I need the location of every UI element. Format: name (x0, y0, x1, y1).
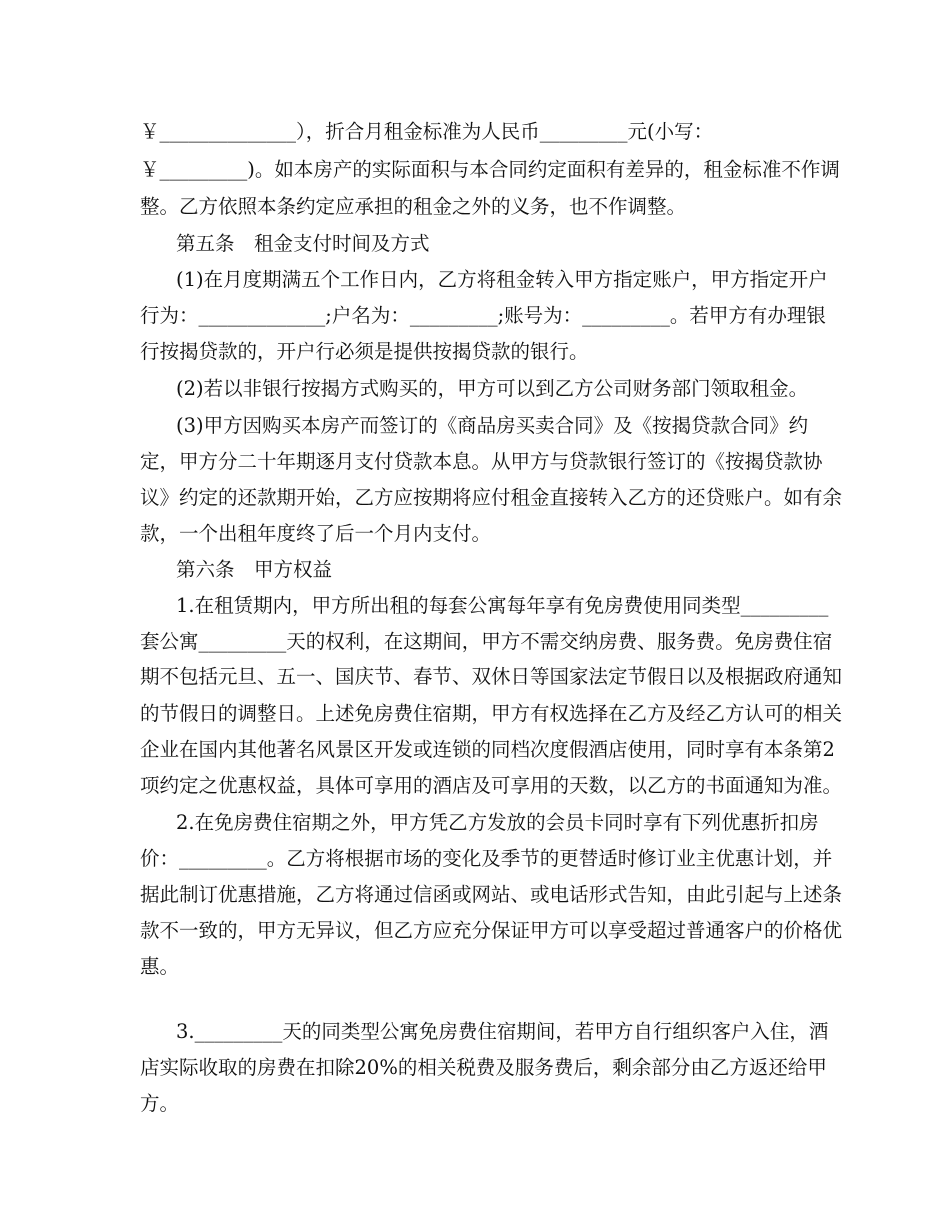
text-line: 的节假日的调整日。上述免房费住宿期，甲方有权选择在乙方及经乙方认可的相关 (140, 702, 843, 725)
text-line: 据此制订优惠措施，乙方将通过信函或网站、或电话形式告知，由此引起与上述条 (140, 883, 843, 906)
text-line: 款，一个出租年度终了后一个月内支付。 (140, 522, 492, 545)
text-line: 3._________天的同类型公寓免房费住宿期间，若甲方自行组织客户入住，酒 (176, 1020, 829, 1043)
text-line: 整。乙方依照本条约定应承担的租金之外的义务，也不作调整。 (140, 195, 687, 218)
text-line: 期不包括元旦、五一、国庆节、春节、双休日等国家法定节假日以及根据政府通知 (140, 665, 843, 688)
text-line: 企业在国内其他著名风景区开发或连锁的同档次度假酒店使用，同时享有本条第2 (140, 738, 835, 761)
text-line: 1.在租赁期内，甲方所出租的每套公寓每年享有免房费使用同类型_________ (176, 594, 829, 617)
text-line: 2.在免房费住宿期之外，甲方凭乙方发放的会员卡同时享有下列优惠折扣房 (176, 811, 819, 834)
text-line: ￥_________)。如本房产的实际面积与本合同约定面积有差异的，租金标准不作调 (140, 158, 840, 181)
text-line: ￥______________），折合月租金标准为人民币_________元(小写： (140, 120, 714, 143)
text-line: (2)若以非银行按揭方式购买的，甲方可以到乙方公司财务部门领取租金。 (176, 377, 809, 400)
text-line: 方。 (140, 1092, 180, 1115)
text-line: 店实际收取的房费在扣除20%的相关税费及服务费后，剩余部分由乙方返还给甲 (140, 1056, 827, 1079)
text-line: 行为：_____________;户名为：_________;账号为：_________。若甲方有办理银 (140, 304, 826, 327)
text-line: (3)甲方因购买本房产而签订的《商品房买卖合同》及《按揭贷款合同》约 (176, 414, 809, 437)
text-line: 套公寓_________天的权利，在这期间，甲方不需交纳房费、服务费。免房费住宿 (140, 630, 833, 653)
text-line: 行按揭贷款的，开户行必须是提供按揭贷款的银行。 (140, 340, 589, 363)
text-line: 款不一致的，甲方无异议，但乙方应充分保证甲方可以享受超过普通客户的价格优 (140, 919, 843, 942)
text-line: 议》约定的还款期开始，乙方应按期将应付租金直接转入乙方的还贷账户。如有余 (140, 486, 843, 509)
text-line: 惠。 (140, 955, 180, 978)
text-line: 价：_________。乙方将根据市场的变化及季节的更替适时修订业主优惠计划，并 (140, 847, 833, 870)
text-line: (1)在月度期满五个工作日内，乙方将租金转入甲方指定账户，甲方指定开户 (176, 268, 828, 291)
section-heading: 第五条 租金支付时间及方式 (176, 232, 430, 255)
text-line: 定，甲方分二十年期逐月支付贷款本息。从甲方与贷款银行签订的《按揭贷款协 (140, 450, 823, 473)
text-line: 项约定之优惠权益，具体可享用的酒店及可享用的天数，以乙方的书面通知为准。 (140, 774, 843, 797)
section-heading: 第六条 甲方权益 (176, 558, 333, 581)
